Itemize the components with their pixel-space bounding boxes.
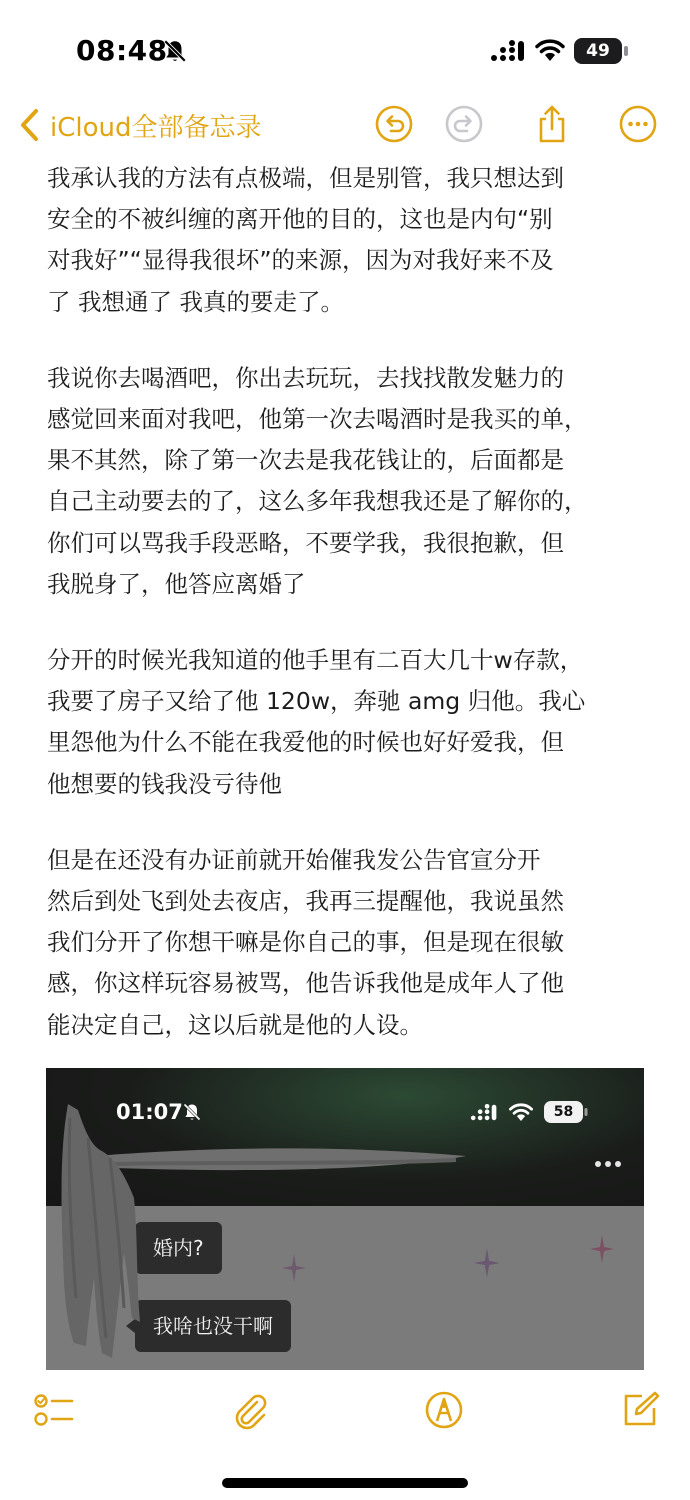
embedded-chat-screenshot[interactable]	[46, 1068, 644, 1370]
redo-icon[interactable]	[444, 104, 484, 144]
compose-icon[interactable]	[620, 1390, 660, 1430]
note-nav-bar	[0, 100, 690, 152]
wifi-icon	[534, 38, 566, 62]
note-paragraph: 我承认我的方法有点极端，但是别管，我只想达到 安全的不被纠缠的离开他的目的，这也是内句“别 对我好”“显得我很坏”的来源，因为对我好来不及 了 我想通了 我真的要走了。	[47, 164, 564, 316]
status-time: 08:48	[76, 34, 168, 67]
more-icon[interactable]	[618, 104, 658, 144]
battery-level: 58	[553, 1104, 574, 1120]
note-paragraph: 但是在还没有办证前就开始催我发公告官宣分开 然后到处飞到处去夜店，我再三提醒他，我说虽然 我们分开了你想干嘛是你自己的事，但是现在很敏 感，你这样玩容易被骂，他告诉我他是成年人了他 能决定自己，这以后就是他的人设。	[47, 845, 564, 1039]
chat-message-bubble: 我啥也没干啊	[135, 1300, 291, 1352]
back-button-label: iCloud全部备忘录	[50, 112, 262, 143]
battery-level: 49	[586, 41, 610, 61]
chat-message-bubble: 婚内?	[135, 1222, 222, 1274]
chevron-left-icon	[18, 108, 40, 142]
cellular-signal-icon	[490, 40, 526, 62]
undo-icon[interactable]	[374, 104, 414, 144]
silent-bell-icon	[162, 38, 188, 64]
redaction-scribble	[46, 1068, 644, 1370]
embedded-status-time: 01:07	[116, 1100, 183, 1124]
attachment-icon[interactable]	[230, 1390, 270, 1430]
markup-icon[interactable]	[424, 1390, 464, 1430]
note-paragraph: 我说你去喝酒吧，你出去玩玩，去找找散发魅力的 感觉回来面对我吧，他第一次去喝酒时是我买的单， 果不其然，除了第一次去是我花钱让的，后面都是 自己主动要去的了，这么多年我想我还是了解你的， 你们可以骂我手段恶略，不要学我，我很抱歉，但 我脱身了，他答应离婚了	[47, 363, 588, 598]
checklist-icon[interactable]	[34, 1390, 74, 1430]
note-body[interactable]	[47, 158, 652, 1081]
home-indicator[interactable]	[222, 1478, 468, 1488]
status-bar	[0, 0, 690, 100]
back-button[interactable]	[18, 100, 262, 150]
note-paragraph: 分开的时候光我知道的他手里有二百大几十w存款， 我要了房子又给了他 120w，奔驰 amg 归他。我心 里怨他为什么不能在我爱他的时候也好好爱我，但 他想要的钱我没亏待他	[47, 646, 586, 798]
share-icon[interactable]	[532, 104, 572, 144]
bottom-toolbar	[0, 1390, 690, 1440]
